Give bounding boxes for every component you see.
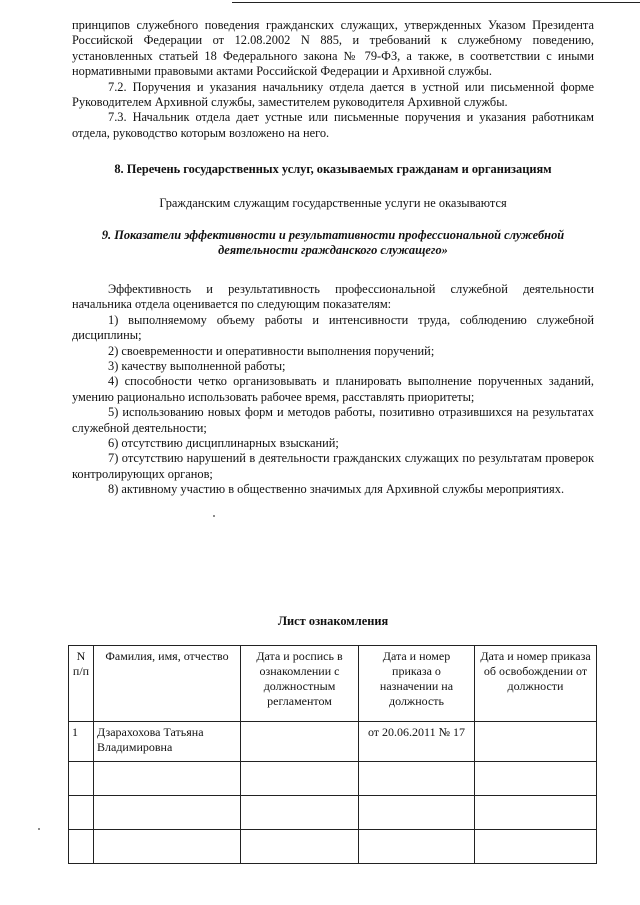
cell-signature-date <box>241 830 359 864</box>
header-full-name: Фамилия, имя, отчество <box>94 646 241 722</box>
cell-number <box>69 762 94 796</box>
document-page <box>72 18 594 754</box>
cell-dismissal-order <box>475 796 597 830</box>
table-header-row <box>69 646 597 722</box>
table-row <box>69 762 597 796</box>
cell-appointment-order <box>359 796 475 830</box>
top-border-line <box>232 2 640 3</box>
cell-full-name <box>94 796 241 830</box>
cell-number <box>69 796 94 830</box>
cell-signature-date <box>241 796 359 830</box>
criteria-list <box>72 282 594 498</box>
criteria-item: 8) активному участию в общественно значимых для Архивной службы мероприятиях. <box>108 482 565 497</box>
acquaintance-table <box>68 645 597 864</box>
criteria-item: 3) качеству выполненной работы; <box>108 358 286 373</box>
criteria-lead: Эффективность и результативность профессиональной служебной деятельности начальника отдела оценивается по следующим показателям: <box>72 281 594 312</box>
cell-signature-date <box>241 762 359 796</box>
scan-speck <box>213 515 215 517</box>
cell-signature-date <box>241 722 359 762</box>
table-row <box>69 830 597 864</box>
header-dismissal-order: Дата и номер приказа об освобождении от должности <box>475 646 597 722</box>
paragraph-7-3: 7.3. Начальник отдела дает устные или письменные поручения и указания работникам отдела, руководство которым возложено на него. <box>72 110 594 140</box>
cell-full-name <box>94 830 241 864</box>
criteria-item: 2) своевременности и оперативности выполнения поручений; <box>108 343 435 358</box>
criteria-item: 4) способности четко организовывать и планировать выполнение порученных заданий, умению рационально использовать рабочее время, расставлять приоритеты; <box>72 374 594 404</box>
section-9-title-line2: деятельности гражданского служащего» <box>218 243 448 258</box>
paragraph-7-2: 7.2. Поручения и указания начальнику отдела дается в устной или письменной форме Руководителем Архивной службы, заместителем руководителя Архивной службы. <box>72 79 594 110</box>
intro-paragraph: принципов служебного поведения гражданских служащих, утвержденных Указом Президента Российской Федерации от 12.08.2002 N 885, и требований к служебному поведению, установленных статьей 18 Федерального закона № 79-ФЗ, а также, в соответствии с иными нормативными правовыми актами Российской Федерации и Архивной службы. <box>72 18 594 79</box>
criteria-item: 5) использованию новых форм и методов работы, позитивно отразившихся на результатах служебной деятельности; <box>72 405 594 435</box>
criteria-item: 1) выполняемому объему работы и интенсивности труда, соблюдению служебной дисциплины; <box>72 312 594 343</box>
section-9-title-line1: 9. Показатели эффективности и результативности профессиональной служебной <box>101 228 565 243</box>
cell-dismissal-order <box>475 762 597 796</box>
section-9-title <box>72 228 594 259</box>
criteria-item: 7) отсутствию нарушений в деятельности гражданских служащих по результатам проверок контролирующих органов; <box>72 451 594 481</box>
cell-number <box>69 830 94 864</box>
scan-speck <box>38 828 40 830</box>
cell-dismissal-order <box>475 722 597 762</box>
cell-appointment-order <box>359 830 475 864</box>
table-row <box>69 796 597 830</box>
table-row <box>69 722 597 762</box>
cell-full-name <box>94 762 241 796</box>
header-number: N п/п <box>69 646 94 722</box>
section-8-text: Гражданским служащим государственные услуги не оказываются <box>159 195 507 210</box>
criteria-item: 6) отсутствию дисциплинарных взысканий; <box>108 435 339 450</box>
cell-number: 1 <box>69 722 94 762</box>
cell-appointment-order: от 20.06.2011 № 17 <box>359 722 475 762</box>
header-appointment-order: Дата и номер приказа о назначении на должность <box>359 646 475 722</box>
cell-appointment-order <box>359 762 475 796</box>
section-8-title: 8. Перечень государственных услуг, оказываемых гражданам и организациям <box>114 162 552 177</box>
cell-full-name: Дзарахохова Татьяна Владимировна <box>94 722 241 762</box>
header-signature-date: Дата и роспись в ознакомлении с должностным регламентом <box>241 646 359 722</box>
acquaintance-sheet-title: Лист ознакомления <box>277 614 389 628</box>
cell-dismissal-order <box>475 830 597 864</box>
